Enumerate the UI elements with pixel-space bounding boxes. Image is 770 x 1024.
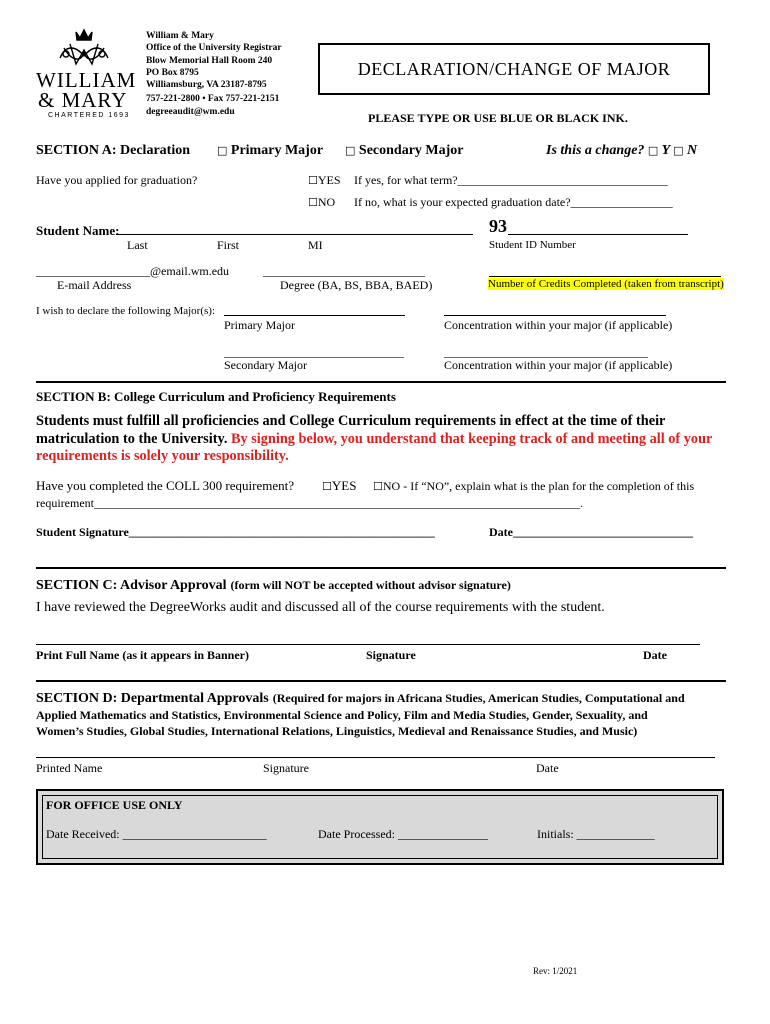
secondary-concentration-field[interactable]: __________________________________ <box>444 345 648 359</box>
cypher-crest-icon <box>36 28 132 68</box>
student-id-field[interactable] <box>508 234 688 235</box>
phone-fax: 757-221-2800 • Fax 757-221-2151 <box>146 94 280 105</box>
section-d-note-2: Applied Mathematics and Statistics, Environmental Science and Policy, Film and Media Studies, Gender, Sexuality, and <box>36 708 648 722</box>
checkbox-icon[interactable]: ☐ <box>322 480 332 493</box>
department-printed-name-label: Printed Name <box>36 761 103 775</box>
advisor-signature-label: Signature <box>366 648 416 662</box>
primary-major-caption: Primary Major <box>224 318 295 332</box>
student-id-prefix: 93 <box>489 216 507 236</box>
logo-chartered: CHARTERED 1693 <box>48 112 130 119</box>
notice-responsibility: By signing below, you understand that keeping track of and meeting all of your requirements is solely your responsibility. <box>36 430 713 464</box>
yes-label: YES <box>317 173 341 187</box>
notice-text: Students must fulfill all proficiencies and College Curriculum requirements in effect at the time of their matriculation to the University. <box>36 413 666 447</box>
primary-major-option[interactable] <box>217 143 323 159</box>
section-c-note: (form will NOT be accepted without advisor signature) <box>230 578 511 592</box>
primary-major-field[interactable] <box>224 315 405 316</box>
change-question <box>546 143 697 159</box>
section-d-note-3: Women’s Studies, Global Studies, International Relations, Linguistics, Medieval and Renaissance Studies, and Music) <box>36 724 638 738</box>
coll-yes-label: YES <box>331 478 357 493</box>
checkbox-icon[interactable]: □ <box>217 144 228 157</box>
coll-yes-option[interactable] <box>322 478 356 494</box>
address-line: William & Mary <box>146 31 214 41</box>
section-d-note-1: (Required for majors in Africana Studies, American Studies, Computational and <box>272 691 685 705</box>
section-divider <box>36 381 726 383</box>
checkbox-icon[interactable]: □ <box>647 144 659 157</box>
checkbox-icon[interactable]: ☐ <box>373 480 383 493</box>
address-line: Williamsburg, VA 23187-8795 <box>146 80 267 91</box>
advisor-statement: I have reviewed the DegreeWorks audit and discussed all of the course requirements with the student. <box>36 600 605 615</box>
section-divider <box>36 680 726 682</box>
university-logo <box>36 28 137 124</box>
change-question-label: Is this a change? <box>546 143 645 158</box>
degree-field[interactable]: ___________________________ <box>263 264 425 278</box>
form-title: DECLARATION/CHANGE OF MAJOR <box>357 58 671 79</box>
secondary-major-field[interactable]: ______________________________ <box>224 345 404 359</box>
coll-no-option[interactable] <box>373 479 694 494</box>
advisor-print-name-label: Print Full Name (as it appears in Banner) <box>36 648 249 662</box>
section-c-heading <box>36 576 511 594</box>
section-d-title: SECTION D: Departmental Approvals <box>36 691 269 706</box>
name-first-label: First <box>217 238 240 252</box>
secondary-major-caption: Secondary Major <box>224 358 307 372</box>
section-a-title: SECTION A: Declaration <box>36 143 190 158</box>
department-signature-label: Signature <box>263 761 309 775</box>
credits-field[interactable] <box>489 276 721 277</box>
graduation-no-option[interactable] <box>308 195 335 210</box>
student-name-field[interactable] <box>116 234 473 235</box>
advisor-signature-line[interactable] <box>36 644 700 645</box>
email-label: E-mail Address <box>57 278 132 292</box>
logo-and-mary: & MARY <box>38 88 128 112</box>
credits-label: Number of Credits Completed (taken from transcript) <box>488 278 724 290</box>
secondary-major-label: Secondary Major <box>358 143 464 158</box>
date-received-field[interactable]: Date Received: ________________________ <box>46 827 267 841</box>
student-name-label: Student Name: <box>36 223 120 238</box>
primary-major-label: Primary Major <box>230 143 324 158</box>
requirements-notice <box>36 413 728 466</box>
advisor-date-label: Date <box>643 648 667 662</box>
checkbox-icon[interactable]: ☐ <box>308 196 318 209</box>
coll-no-label: NO - If “NO”, explain what is the plan for the completion of this <box>382 479 695 493</box>
graduation-question: Have you applied for graduation? <box>36 173 198 187</box>
revision-label: Rev: 1/2021 <box>533 966 578 976</box>
name-mi-label: MI <box>308 238 323 252</box>
logo-william: WILLIAM <box>36 68 137 92</box>
graduation-term-field[interactable]: If yes, for what term?___________________________________ <box>354 173 668 187</box>
email-field[interactable]: ___________________@email.wm.edu <box>36 264 230 278</box>
email-contact: degreeaudit@wm.edu <box>146 106 235 117</box>
student-date-field[interactable]: Date______________________________ <box>489 525 693 539</box>
graduation-date-field[interactable]: If no, what is your expected graduation date?_________________ <box>354 195 673 209</box>
primary-concentration-field[interactable] <box>444 315 666 316</box>
department-date-label: Date <box>536 761 559 775</box>
date-processed-field[interactable]: Date Processed: _______________ <box>318 827 488 841</box>
section-d-heading <box>36 690 728 739</box>
name-last-label: Last <box>127 238 148 252</box>
student-id-label: Student ID Number <box>489 239 576 251</box>
initials-field[interactable]: Initials: _____________ <box>537 827 655 841</box>
degree-label: Degree (BA, BS, BBA, BAED) <box>280 278 433 292</box>
secondary-major-option[interactable] <box>345 143 464 159</box>
section-c-title: SECTION C: Advisor Approval <box>36 578 227 593</box>
primary-concentration-caption: Concentration within your major (if applicable) <box>444 318 673 332</box>
section-b-title: SECTION B: College Curriculum and Proficiency Requirements <box>36 389 396 404</box>
graduation-yes-option[interactable] <box>308 173 341 188</box>
change-no-label: N <box>687 143 698 158</box>
address-line: Office of the University Registrar <box>146 43 282 54</box>
change-yes-label: Y <box>661 143 670 158</box>
coll-question: Have you completed the COLL 300 requirement? <box>36 478 294 493</box>
checkbox-icon[interactable]: □ <box>345 144 356 157</box>
registrar-address <box>146 30 282 118</box>
office-use-box <box>36 789 724 865</box>
checkbox-icon[interactable]: □ <box>673 144 684 157</box>
department-signature-line[interactable] <box>36 757 715 758</box>
address-line: Blow Memorial Hall Room 240 <box>146 55 273 66</box>
declare-majors-label: I wish to declare the following Major(s): <box>36 305 216 317</box>
secondary-concentration-caption: Concentration within your major (if applicable) <box>444 358 673 372</box>
form-title-box <box>318 43 710 95</box>
student-signature-field[interactable]: Student Signature___________________________________________________ <box>36 525 435 539</box>
address-line: PO Box 8795 <box>146 67 199 78</box>
requirement-plan-field[interactable]: requirement_________________________________________________________________________________. <box>36 496 583 510</box>
no-label: NO <box>317 195 336 209</box>
checkbox-icon[interactable]: ☐ <box>308 174 318 187</box>
ink-instruction: PLEASE TYPE OR USE BLUE OR BLACK INK. <box>368 111 628 125</box>
office-use-title: FOR OFFICE USE ONLY <box>46 798 183 812</box>
section-divider <box>36 567 726 569</box>
